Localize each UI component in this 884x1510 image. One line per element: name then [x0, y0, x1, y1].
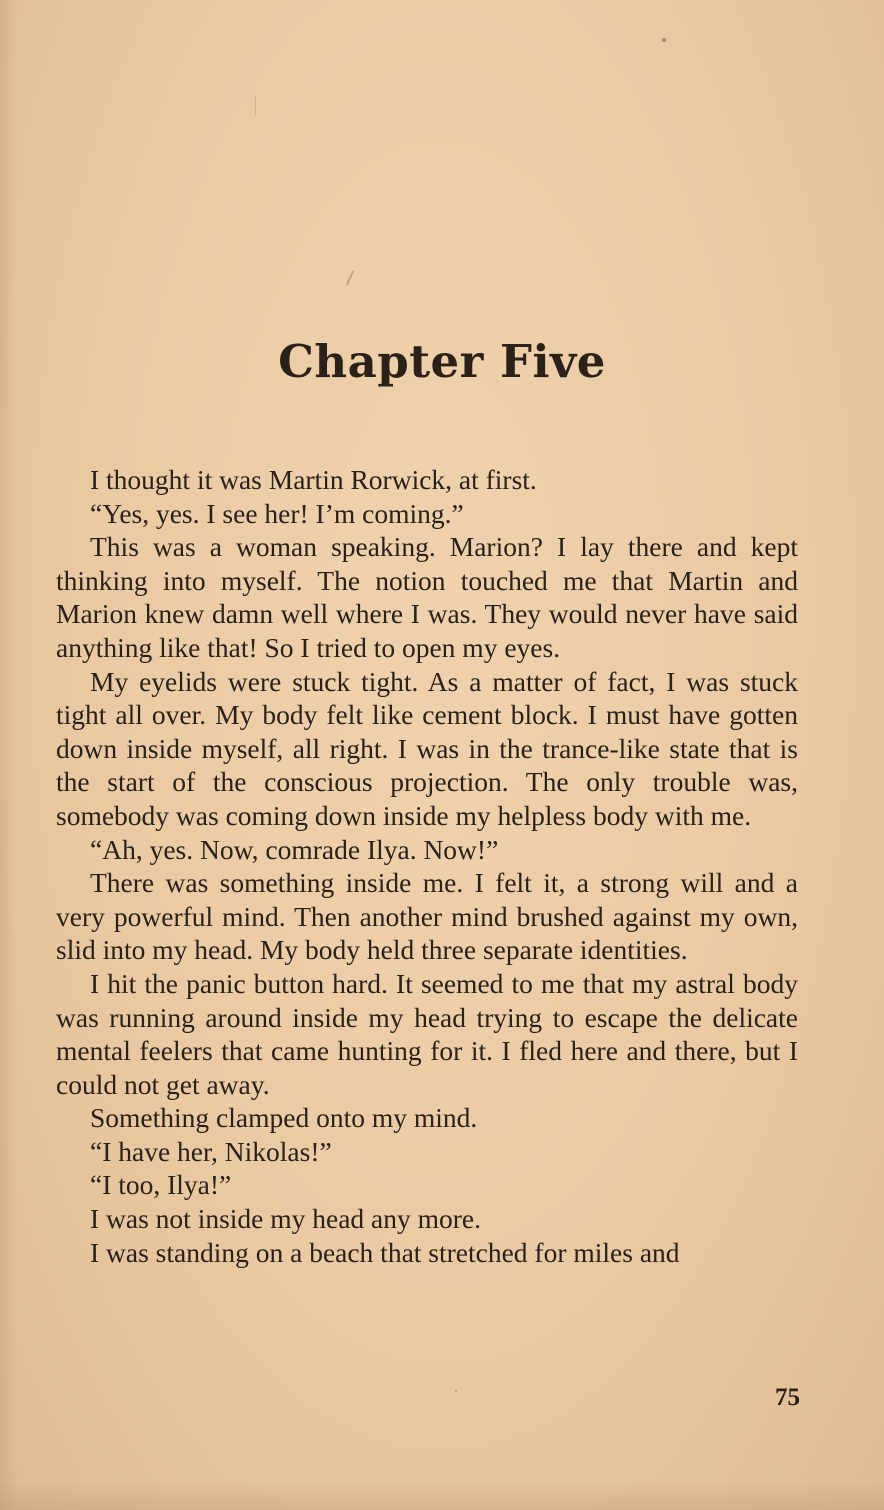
paragraph: There was something inside me. I felt it, a strong will and a very powerful mind. Then another mind brushed against my own, slid into my head. My body held three separate identities. — [56, 867, 798, 966]
paragraph: This was a woman speaking. Marion? I lay there and kept thinking into myself. The notion touched me that Martin and Marion knew damn well where I was. They would never have said anything like that! So I tried to open my eyes. — [56, 531, 798, 663]
paper-speck — [455, 1390, 457, 1392]
paragraph: “I too, Ilya!” — [90, 1169, 232, 1201]
paper-speck — [255, 95, 256, 115]
paragraph: Something clamped onto my mind. — [90, 1102, 478, 1134]
paper-speck — [662, 38, 666, 42]
page-edge-shadow-bottom — [0, 1480, 884, 1510]
paragraph: I hit the panic button hard. It seemed to me that my astral body was running around inside my head trying to escape the delicate mental feelers that came hunting for it. I fled here and there, but I could not get away. — [56, 967, 798, 1100]
paragraph: I was not inside my head any more. — [90, 1203, 482, 1235]
page-number: 75 — [775, 1384, 800, 1411]
paragraph: My eyelids were stuck tight. As a matter of fact, I was stuck tight all over. My body felt like cement block. I must have gotten down inside myself, all right. I was in the trance-like state that is the start of the conscious projection. The only trouble was, somebody was coming down inside my helpless body with me. — [56, 665, 798, 831]
paragraph: “Ah, yes. Now, comrade Ilya. Now!” — [90, 833, 499, 865]
chapter-title: Chapter Five — [278, 335, 606, 388]
paragraph: I thought it was Martin Rorwick, at first. — [90, 464, 537, 495]
paragraph: “Yes, yes. I see her! I’m coming.” — [90, 497, 464, 529]
paper-speck — [346, 270, 355, 285]
paragraph: “I have her, Nikolas!” — [90, 1135, 332, 1167]
paragraph: I was standing on a beach that stretched for miles and — [90, 1236, 680, 1268]
chapter-body — [56, 463, 798, 1269]
page-edge-shadow-left — [0, 0, 18, 1510]
